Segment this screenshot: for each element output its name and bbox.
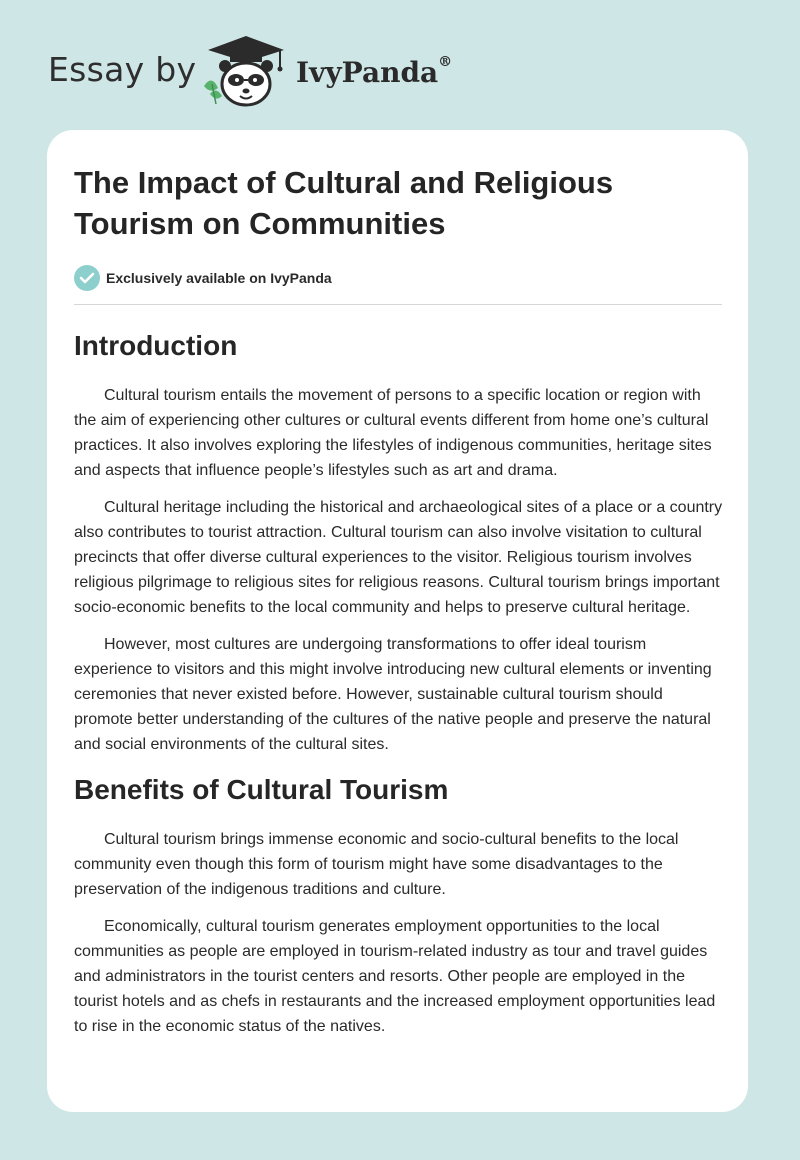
paragraph: Cultural tourism brings immense economic and socio-cultural benefits to the local community even though this form of tourism might have some disadvantages to the preservation of the indigenous traditions and culture. bbox=[74, 831, 679, 898]
section-introduction bbox=[74, 329, 724, 757]
title-line-1: The Impact of Cultural and Religious bbox=[74, 165, 614, 200]
page-title bbox=[74, 162, 724, 244]
registered-mark: ® bbox=[438, 54, 453, 70]
brand-name[interactable]: IvyPanda® bbox=[296, 54, 453, 89]
divider bbox=[74, 304, 722, 305]
paragraph: Cultural tourism entails the movement of persons to a specific location or region with the aim of experiencing other cultures or cultural events different from home one’s cultural practices. It also involves exploring the lifestyles of indigenous communities, heritage sites and aspects that influence people’s lifestyles such as art and drama. bbox=[74, 387, 712, 479]
section-heading: Benefits of Cultural Tourism bbox=[74, 774, 449, 805]
check-circle-icon bbox=[74, 265, 100, 291]
section-benefits bbox=[74, 773, 724, 1039]
title-line-2: Tourism on Communities bbox=[74, 206, 446, 241]
essay-by-label: Essay by bbox=[48, 50, 197, 89]
badge-text: Exclusively available on IvyPanda bbox=[106, 270, 332, 286]
paragraph: Economically, cultural tourism generates employment opportunities to the local communities as people are employed in tourism-related industry as tour and travel guides and administrators in the tourist centers and resorts. Other people are employed in the tourist hotels and as chefs in restaurants and the increased employment opportunities lead to rise in the economic status of the natives. bbox=[74, 918, 716, 1035]
exclusive-badge bbox=[74, 264, 724, 292]
paragraph: Cultural heritage including the historical and archaeological sites of a place or a country also contributes to tourist attraction. Cultural tourism can also involve visitation to cultural precincts that offer diverse cultural experiences to the visitor. Religious tourism involves religious pilgrimage to religious sites for religious reasons. Cultural tourism brings important socio-economic benefits to the local community and helps to preserve cultural heritage. bbox=[74, 499, 723, 616]
section-heading: Introduction bbox=[74, 330, 238, 361]
site-header bbox=[0, 0, 800, 130]
essay-content bbox=[74, 162, 724, 1051]
paragraph: However, most cultures are undergoing transformations to offer ideal tourism experience to visitors and this might involve introducing new cultural elements or inventing ceremonies that never existed before. However, sustainable cultural tourism should promote better understanding of the cultures of the native people and preserve the natural and social environments of the cultural sites. bbox=[74, 636, 712, 753]
essay-card bbox=[47, 130, 748, 1112]
panda-logo-icon[interactable] bbox=[200, 34, 292, 110]
